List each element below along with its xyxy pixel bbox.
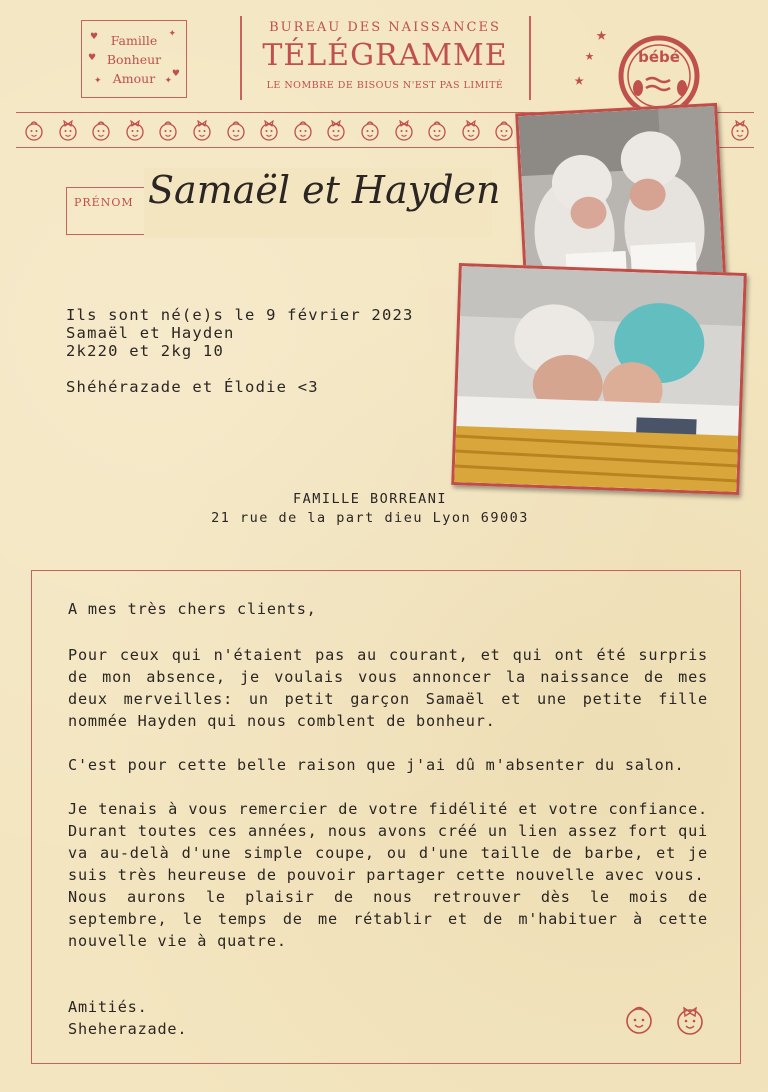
letter-greeting: A mes très chers clients, xyxy=(68,600,317,618)
stamp-line: Amour xyxy=(112,70,156,86)
header-title: TÉLÉGRAMME xyxy=(262,38,508,73)
address-block xyxy=(200,490,540,528)
prenom-name: Samaël et Hayden xyxy=(144,168,492,238)
family-stamp xyxy=(81,20,187,98)
girl-face-icon xyxy=(460,118,482,142)
closing: Amitiés. xyxy=(68,998,148,1016)
header-office: BUREAU DES NAISSANCES xyxy=(269,20,501,35)
heart-icon: ♥ xyxy=(90,32,99,42)
boy-face-icon xyxy=(493,118,515,142)
star-icon: ★ xyxy=(596,24,607,45)
boy-face-icon xyxy=(292,118,314,142)
letter-paragraph-3: Je tenais à vous remercier de votre fidélité et votre confiance. Durant toutes ces années, nous avons créé un lien assez fort qui va au-delà d'une simple coupe, ou d'une taille de barbe, et je suis très heureuse de pouvoir partager cette nouvelle avec vous. xyxy=(68,800,708,884)
girl-face-icon xyxy=(674,1004,706,1036)
star-icon: ★ xyxy=(585,46,595,64)
girl-face-icon xyxy=(258,118,280,142)
girl-face-icon xyxy=(57,118,79,142)
heart-icon: ♥ xyxy=(171,69,180,79)
header-divider xyxy=(240,16,242,100)
girl-face-icon xyxy=(729,118,751,142)
stamp-line: Bonheur xyxy=(106,51,162,67)
sparkle-icon: ✦ xyxy=(94,76,102,86)
birth-info xyxy=(66,306,414,396)
letter-paragraph-1: Pour ceux qui n'étaient pas au courant, et qui ont été surpris de mon absence, je voulais vous annoncer la naissance de mes deux merveilles: un petit garçon Samaël et une petite fille nommée Hayden qui nous comblent de bonheur. xyxy=(68,646,708,730)
header-divider xyxy=(529,16,531,100)
sparkle-icon: ✦ xyxy=(164,76,172,86)
signature: Sheherazade. xyxy=(68,1020,188,1038)
heart-icon: ♥ xyxy=(88,53,97,63)
photo-twins-kiss xyxy=(451,263,747,495)
letter-paragraph-2: C'est pour cette belle raison que j'ai dû m'absenter du salon. xyxy=(68,756,685,774)
family-street: 21 rue de la part dieu Lyon 69003 xyxy=(211,510,529,526)
boy-face-icon xyxy=(90,118,112,142)
birth-date: Ils sont né(e)s le 9 février 2023 xyxy=(66,306,414,324)
baby-names: Samaël et Hayden xyxy=(66,324,235,342)
girl-face-icon xyxy=(191,118,213,142)
boy-face-icon xyxy=(426,118,448,142)
baby-weights: 2k220 et 2kg 10 xyxy=(66,342,224,360)
boy-face-icon xyxy=(624,1004,654,1036)
stamp-line: Famille xyxy=(110,32,158,48)
signature-block xyxy=(68,996,187,1040)
parents: Shéhérazade et Élodie <3 xyxy=(66,378,319,396)
letter-paragraph-4: Nous aurons le plaisir de nous retrouver dès le mois de septembre, le temps de me rétablir et de m'habituer à cette nouvelle vie à quatre. xyxy=(68,888,708,950)
badge-text: bébé xyxy=(638,48,680,66)
header-tagline: LE NOMBRE DE BISOUS N'EST PAS LIMITÉ xyxy=(266,80,504,91)
sparkle-icon: ✦ xyxy=(168,29,176,39)
star-icon: ★ xyxy=(574,70,585,90)
prenom-label: PRÉNOM xyxy=(74,196,134,209)
boy-face-icon xyxy=(359,118,381,142)
girl-face-icon xyxy=(393,118,415,142)
family-name: FAMILLE BORREANI xyxy=(292,491,448,507)
boy-face-icon xyxy=(23,118,45,142)
boy-face-icon xyxy=(225,118,247,142)
girl-face-icon xyxy=(325,118,347,142)
boy-face-icon xyxy=(157,118,179,142)
girl-face-icon xyxy=(124,118,146,142)
